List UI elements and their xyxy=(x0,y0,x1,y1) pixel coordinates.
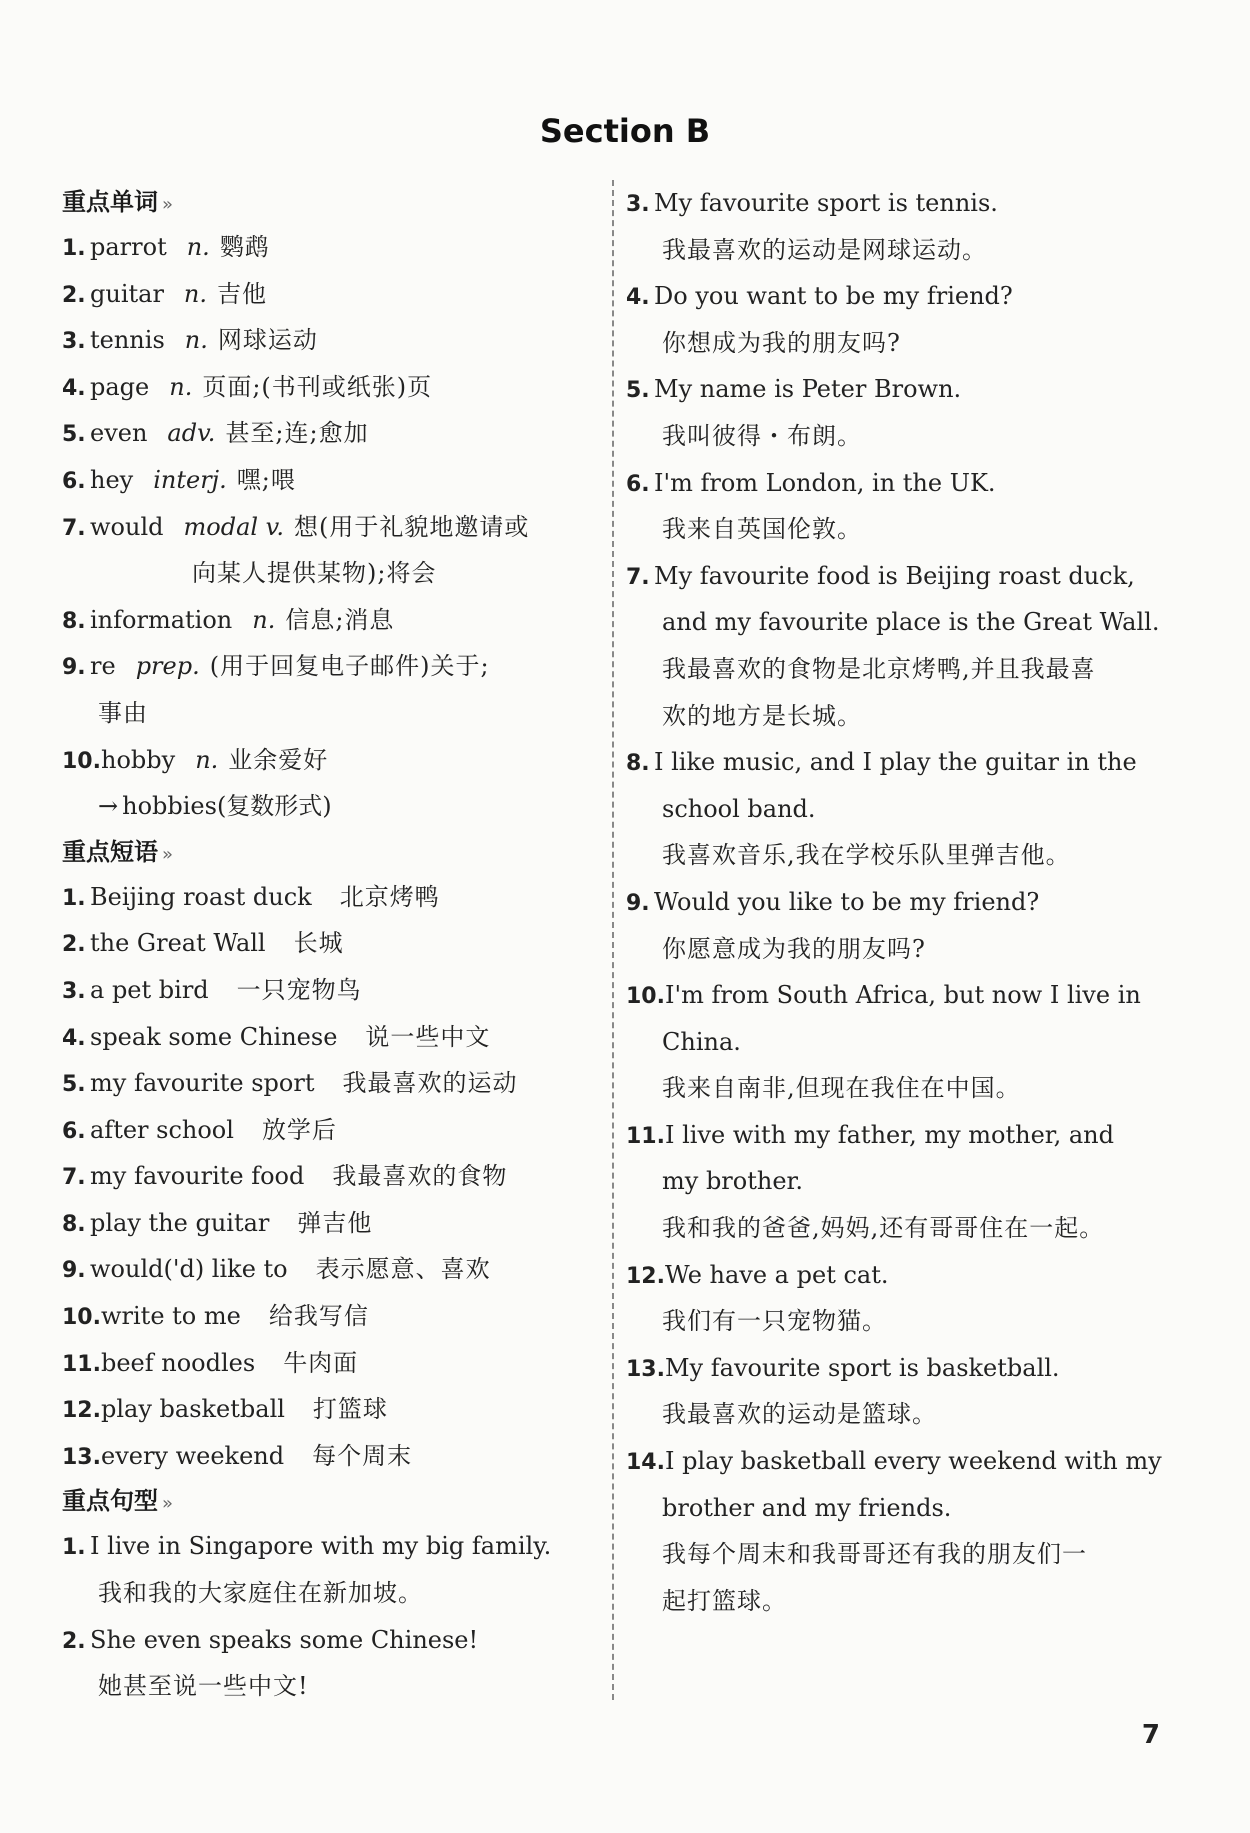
item-number: 12. xyxy=(626,1263,665,1289)
part-of-speech: n. xyxy=(195,745,219,774)
item-number: 6. xyxy=(62,1118,86,1144)
sentence-english xyxy=(62,1523,602,1570)
sentence-english xyxy=(626,786,1166,833)
sentence-english-text: We have a pet cat. xyxy=(664,1260,889,1289)
word-meaning: 信息;消息 xyxy=(285,605,395,634)
phrase-chinese: 放学后 xyxy=(261,1115,337,1144)
item-number: 2. xyxy=(62,1628,86,1654)
sentences-list-right xyxy=(626,180,1166,1624)
sentence-english xyxy=(626,1158,1166,1205)
sentence-english xyxy=(626,460,1166,507)
sentence-english-text: school band. xyxy=(662,794,816,823)
item-number: 7. xyxy=(62,515,86,541)
word-meaning: 页面;(书刊或纸张)页 xyxy=(202,372,433,401)
word-item xyxy=(62,643,602,690)
sentence-chinese: 你愿意成为我的朋友吗? xyxy=(662,934,926,963)
phrase-item xyxy=(62,1153,602,1200)
phrase-chinese: 给我写信 xyxy=(268,1302,369,1331)
item-number: 7. xyxy=(626,564,650,590)
word-meaning: 想(用于礼貌地邀请或 xyxy=(294,512,530,541)
phrase-english: every weekend xyxy=(100,1441,285,1470)
part-of-speech: interj. xyxy=(153,465,227,494)
word-text: hobby xyxy=(100,745,176,774)
phrase-item xyxy=(62,1293,602,1340)
word-meaning: 吉他 xyxy=(217,279,268,308)
item-number: 2. xyxy=(62,282,86,308)
word-item xyxy=(62,224,602,271)
part-of-speech: n. xyxy=(169,372,193,401)
phrase-chinese: 弹吉他 xyxy=(297,1208,373,1237)
phrase-english: Beijing roast duck xyxy=(90,882,312,911)
phrase-chinese: 打篮球 xyxy=(312,1395,388,1424)
sentence-chinese: 我来自南非,但现在我住在中国。 xyxy=(662,1074,1021,1103)
phrase-item xyxy=(62,1340,602,1387)
phrase-english: play the guitar xyxy=(90,1208,270,1237)
phrase-chinese: 北京烤鸭 xyxy=(339,882,440,911)
word-meaning: 嘿;喂 xyxy=(236,465,296,494)
arrow-right-icon: → xyxy=(98,792,119,821)
sentence-english-text: Would you like to be my friend? xyxy=(654,887,1040,916)
word-text: parrot xyxy=(90,233,167,261)
sentence-chinese: 我最喜欢的运动是网球运动。 xyxy=(662,235,987,264)
item-number: 4. xyxy=(626,285,650,311)
word-item xyxy=(62,737,602,784)
sentence-chinese: 我和我的大家庭住在新加坡。 xyxy=(98,1579,423,1608)
item-number: 3. xyxy=(62,978,86,1004)
sentence-english-text: My name is Peter Brown. xyxy=(654,375,962,404)
phrase-english: speak some Chinese xyxy=(90,1022,338,1051)
sentence-english xyxy=(626,366,1166,413)
words-list xyxy=(62,224,602,830)
sentence-english-text: and my favourite place is the Great Wall. xyxy=(662,608,1160,637)
sentence-chinese: 欢的地方是长城。 xyxy=(662,701,862,730)
word-item xyxy=(62,364,602,411)
chevrons-right-icon: » xyxy=(162,843,174,865)
item-number: 6. xyxy=(62,468,86,494)
sentence-chinese: 她甚至说一些中文! xyxy=(98,1672,309,1701)
item-number: 11. xyxy=(62,1351,101,1377)
word-extra-text: hobbies(复数形式) xyxy=(122,792,332,821)
item-number: 5. xyxy=(62,1072,86,1098)
phrase-item xyxy=(62,1107,602,1154)
words-heading xyxy=(62,180,602,224)
word-text: tennis xyxy=(90,326,165,355)
word-text: would xyxy=(90,512,164,541)
right-column xyxy=(626,180,1166,1624)
item-number: 10. xyxy=(62,748,101,774)
column-divider xyxy=(612,180,614,1700)
item-number: 5. xyxy=(626,378,650,404)
sentence-english xyxy=(626,180,1166,227)
phrase-item xyxy=(62,1014,602,1061)
sentence-english xyxy=(626,599,1166,646)
phrase-item xyxy=(62,967,602,1014)
item-number: 3. xyxy=(626,192,650,217)
phrase-item xyxy=(62,1433,602,1480)
sentence-english xyxy=(626,739,1166,786)
sentence-english-text: Do you want to be my friend? xyxy=(654,282,1013,311)
sentence-english-text: China. xyxy=(662,1027,741,1056)
word-text: page xyxy=(90,372,150,401)
word-text: re xyxy=(90,652,116,681)
item-number: 11. xyxy=(626,1123,665,1149)
sentences-heading-label: 重点句型 xyxy=(62,1487,158,1516)
item-number: 14. xyxy=(626,1450,665,1476)
phrase-english: would('d) like to xyxy=(90,1255,288,1284)
item-number: 10. xyxy=(62,1305,101,1331)
chevrons-right-icon: » xyxy=(162,194,174,215)
sentence-chinese: 我喜欢音乐,我在学校乐队里弹吉他。 xyxy=(662,841,1071,870)
sentence-english-text: brother and my friends. xyxy=(662,1493,952,1522)
sentence-english xyxy=(62,1617,602,1664)
word-text: hey xyxy=(90,465,134,494)
sentence-chinese: 我们有一只宠物猫。 xyxy=(662,1307,887,1336)
phrases-list xyxy=(62,874,602,1480)
item-number: 9. xyxy=(626,890,650,916)
part-of-speech: modal v. xyxy=(183,512,285,541)
word-meaning: 鹦鹉 xyxy=(219,233,270,261)
item-number: 8. xyxy=(62,608,86,634)
word-meaning-continued: 向某人提供某物);将会 xyxy=(192,559,437,588)
word-text: guitar xyxy=(90,279,164,308)
sentence-chinese: 我来自英国伦敦。 xyxy=(662,515,862,544)
chevrons-right-icon: » xyxy=(162,1493,174,1515)
sentence-english xyxy=(626,879,1166,926)
part-of-speech: n. xyxy=(183,279,208,308)
item-number: 1. xyxy=(62,885,86,911)
item-number: 4. xyxy=(62,375,86,401)
phrase-chinese: 说一些中文 xyxy=(365,1022,491,1051)
word-item xyxy=(62,457,602,504)
sentence-english xyxy=(626,1345,1166,1392)
item-number: 1. xyxy=(62,1535,86,1561)
part-of-speech: n. xyxy=(252,605,276,634)
item-number: 13. xyxy=(62,1444,101,1470)
sentence-chinese: 我每个周末和我哥哥还有我的朋友们一 xyxy=(662,1540,1087,1569)
sentences-heading xyxy=(62,1479,602,1523)
phrase-chinese: 表示愿意、喜欢 xyxy=(315,1255,491,1284)
sentence-english-text: I live with my father, my mother, and xyxy=(664,1120,1114,1149)
sentence-chinese: 你想成为我的朋友吗? xyxy=(662,328,901,357)
sentence-english xyxy=(626,972,1166,1019)
word-item xyxy=(62,317,602,364)
sentence-chinese: 起打篮球。 xyxy=(662,1586,787,1615)
sentence-english-text: I play basketball every weekend with my xyxy=(664,1447,1162,1476)
item-number: 9. xyxy=(62,655,86,681)
word-item xyxy=(62,271,602,318)
phrase-english: a pet bird xyxy=(90,975,209,1004)
phrase-english: beef noodles xyxy=(100,1348,256,1377)
phrase-english: after school xyxy=(90,1115,234,1144)
phrase-item xyxy=(62,1246,602,1293)
sentence-english xyxy=(626,553,1166,600)
part-of-speech: n. xyxy=(184,326,208,355)
sentence-chinese: 我叫彼得・布朗。 xyxy=(662,421,862,450)
phrase-english: the Great Wall xyxy=(90,929,266,958)
word-meaning: 网球运动 xyxy=(217,326,318,355)
item-number: 6. xyxy=(626,471,650,497)
sentences-list-left xyxy=(62,1523,602,1709)
word-item xyxy=(62,504,602,551)
item-number: 8. xyxy=(62,1211,86,1237)
phrase-chinese: 一只宠物鸟 xyxy=(236,975,362,1004)
word-text: information xyxy=(90,605,233,634)
sentence-english xyxy=(626,1252,1166,1299)
phrase-chinese: 每个周末 xyxy=(312,1441,413,1470)
item-number: 4. xyxy=(62,1025,86,1051)
phrase-item xyxy=(62,1060,602,1107)
word-text: even xyxy=(90,419,148,448)
page-title: Section B xyxy=(539,112,711,150)
item-number: 3. xyxy=(62,329,86,355)
word-item xyxy=(62,410,602,457)
word-item xyxy=(62,597,602,644)
phrase-item xyxy=(62,1386,602,1433)
sentence-english-text: My favourite food is Beijing roast duck, xyxy=(654,561,1135,590)
sentence-english xyxy=(626,1485,1166,1532)
phrase-english: my favourite food xyxy=(90,1162,305,1191)
sentence-chinese: 我和我的爸爸,妈妈,还有哥哥住在一起。 xyxy=(662,1214,1105,1243)
phrase-chinese: 长城 xyxy=(293,929,344,958)
phrase-english: play basketball xyxy=(100,1395,285,1424)
word-meaning: 业余爱好 xyxy=(228,745,329,774)
page-number: 7 xyxy=(1141,1720,1160,1750)
sentence-english-text: My favourite sport is tennis. xyxy=(654,189,998,217)
phrases-heading xyxy=(62,830,602,874)
phrase-item xyxy=(62,920,602,967)
item-number: 1. xyxy=(62,236,86,261)
left-column xyxy=(62,180,602,1710)
item-number: 10. xyxy=(626,984,665,1010)
phrase-chinese: 我最喜欢的运动 xyxy=(342,1069,518,1098)
part-of-speech: prep. xyxy=(135,652,200,681)
word-meaning: (用于回复电子邮件)关于; xyxy=(209,652,490,681)
item-number: 5. xyxy=(62,422,86,448)
phrase-english: my favourite sport xyxy=(90,1069,315,1098)
phrase-english: write to me xyxy=(100,1302,241,1331)
sentence-english-text: I like music, and I play the guitar in the xyxy=(654,748,1137,777)
words-heading-label: 重点单词 xyxy=(62,188,158,216)
sentence-english-text: I live in Singapore with my big family. xyxy=(90,1532,552,1561)
sentence-english-text: I'm from South Africa, but now I live in xyxy=(664,981,1141,1010)
phrase-item xyxy=(62,1200,602,1247)
sentence-english-text: my brother. xyxy=(662,1167,803,1196)
sentence-english-text: My favourite sport is basketball. xyxy=(664,1353,1060,1382)
item-number: 7. xyxy=(62,1165,86,1191)
item-number: 2. xyxy=(62,932,86,958)
item-number: 13. xyxy=(626,1356,665,1382)
sentence-chinese: 我最喜欢的食物是北京烤鸭,并且我最喜 xyxy=(662,654,1096,683)
item-number: 9. xyxy=(62,1258,86,1284)
item-number: 12. xyxy=(62,1398,101,1424)
phrases-heading-label: 重点短语 xyxy=(62,837,158,866)
phrase-chinese: 我最喜欢的食物 xyxy=(332,1162,508,1191)
sentence-english xyxy=(626,1019,1166,1066)
part-of-speech: adv. xyxy=(167,419,216,448)
part-of-speech: n. xyxy=(186,233,210,261)
word-meaning: 甚至;连;愈加 xyxy=(225,419,369,448)
word-extra xyxy=(62,783,602,830)
item-number: 8. xyxy=(626,751,650,777)
sentence-english xyxy=(626,273,1166,320)
sentence-english xyxy=(626,1112,1166,1159)
word-meaning-continued: 事由 xyxy=(98,698,148,727)
sentence-english xyxy=(626,1438,1166,1485)
phrase-item xyxy=(62,874,602,921)
sentence-chinese: 我最喜欢的运动是篮球。 xyxy=(662,1400,937,1429)
phrase-chinese: 牛肉面 xyxy=(283,1348,359,1377)
sentence-english-text: I'm from London, in the UK. xyxy=(654,468,996,497)
sentence-english-text: She even speaks some Chinese! xyxy=(90,1625,479,1654)
